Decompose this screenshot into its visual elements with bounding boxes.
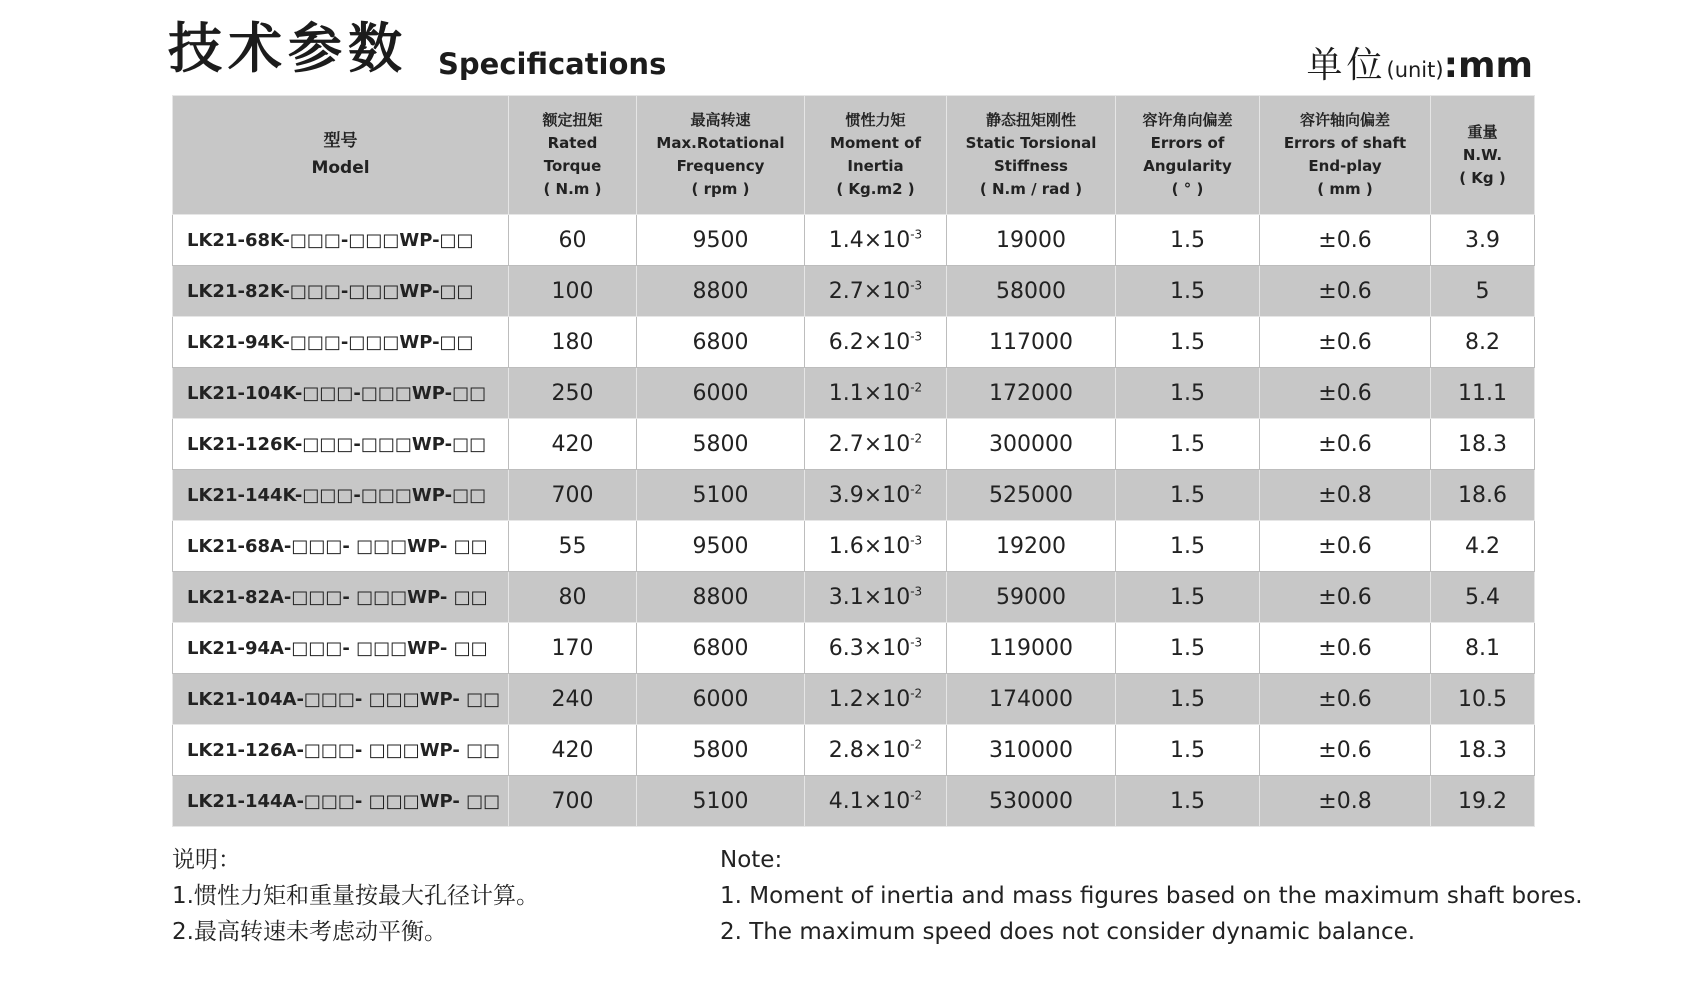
cell-endplay: ±0.6: [1260, 419, 1431, 470]
cell-angular: 1.5: [1116, 623, 1260, 674]
table-row: [173, 623, 1535, 674]
cell-weight: 8.2: [1431, 317, 1535, 368]
cell-angular: 1.5: [1116, 572, 1260, 623]
cell-torque: 170: [509, 623, 637, 674]
inertia-exponent: -3: [910, 635, 923, 650]
cell-endplay: ±0.6: [1260, 725, 1431, 776]
cell-speed: 9500: [637, 215, 805, 266]
cell-endplay: ±0.6: [1260, 317, 1431, 368]
cell-angular: 1.5: [1116, 776, 1260, 827]
cell-endplay: ±0.6: [1260, 572, 1431, 623]
cell-model: LK21-94K-□□□-□□□WP-□□: [173, 317, 509, 368]
cell-speed: 6800: [637, 317, 805, 368]
page-title-en: Specifications: [438, 47, 667, 81]
table-row: [173, 368, 1535, 419]
table-row: [173, 572, 1535, 623]
cell-inertia: $1.4\times 10^{-3}$: [805, 215, 947, 266]
cell-stiffness: 172000: [947, 368, 1116, 419]
notes-zh-line: 1.惯性力矩和重量按最大孔径计算。: [172, 883, 539, 909]
cell-model: LK21-144K-□□□-□□□WP-□□: [173, 470, 509, 521]
table-row: [173, 521, 1535, 572]
cell-speed: 6000: [637, 368, 805, 419]
cell-stiffness: 310000: [947, 725, 1116, 776]
cell-speed: 5800: [637, 419, 805, 470]
cell-torque: 55: [509, 521, 637, 572]
header-max-speed: 最高转速 Max.Rotational Frequency ( rpm ): [637, 96, 805, 215]
notes-zh: [172, 842, 539, 950]
table-row: [173, 674, 1535, 725]
table-row: [173, 419, 1535, 470]
cell-inertia: $6.2\times 10^{-3}$: [805, 317, 947, 368]
cell-torque: 250: [509, 368, 637, 419]
cell-endplay: ±0.8: [1260, 776, 1431, 827]
cell-endplay: ±0.6: [1260, 623, 1431, 674]
cell-inertia: $3.9\times 10^{-2}$: [805, 470, 947, 521]
cell-stiffness: 174000: [947, 674, 1116, 725]
cell-model: LK21-68K-□□□-□□□WP-□□: [173, 215, 509, 266]
notes-en: [720, 842, 1583, 950]
cell-torque: 180: [509, 317, 637, 368]
inertia-exponent: -3: [910, 533, 923, 548]
cell-torque: 60: [509, 215, 637, 266]
cell-angular: 1.5: [1116, 725, 1260, 776]
notes-en-line: 1. Moment of inertia and mass figures based on the maximum shaft bores.: [720, 883, 1583, 909]
cell-angular: 1.5: [1116, 368, 1260, 419]
inertia-exponent: -3: [910, 329, 923, 344]
cell-torque: 420: [509, 725, 637, 776]
cell-endplay: ±0.6: [1260, 266, 1431, 317]
table-row: [173, 317, 1535, 368]
cell-weight: 18.6: [1431, 470, 1535, 521]
cell-angular: 1.5: [1116, 419, 1260, 470]
table-header-row: [173, 96, 1535, 215]
unit-label: [1306, 45, 1533, 86]
notes-zh-heading: 说明：: [172, 847, 241, 873]
cell-angular: 1.5: [1116, 215, 1260, 266]
cell-weight: 4.2: [1431, 521, 1535, 572]
inertia-exponent: -3: [910, 227, 923, 242]
cell-endplay: ±0.8: [1260, 470, 1431, 521]
notes-zh-line: 2.最高转速未考虑动平衡。: [172, 919, 447, 945]
cell-endplay: ±0.6: [1260, 674, 1431, 725]
table-row: [173, 776, 1535, 827]
notes-en-heading: Note:: [720, 847, 783, 873]
cell-stiffness: 19000: [947, 215, 1116, 266]
cell-angular: 1.5: [1116, 317, 1260, 368]
unit-label-paren: (unit): [1386, 58, 1444, 82]
table-row: [173, 725, 1535, 776]
cell-speed: 6000: [637, 674, 805, 725]
cell-inertia: $1.1\times 10^{-2}$: [805, 368, 947, 419]
inertia-exponent: -2: [910, 380, 923, 395]
spec-table: [172, 95, 1535, 827]
inertia-exponent: -2: [910, 686, 923, 701]
cell-inertia: $4.1\times 10^{-2}$: [805, 776, 947, 827]
table-row: [173, 266, 1535, 317]
cell-model: LK21-82A-□□□- □□□WP- □□: [173, 572, 509, 623]
cell-inertia: $1.6\times 10^{-3}$: [805, 521, 947, 572]
header-moment-of-inertia: 惯性力矩 Moment of Inertia ( Kg.m2 ): [805, 96, 947, 215]
cell-speed: 5100: [637, 776, 805, 827]
cell-stiffness: 59000: [947, 572, 1116, 623]
cell-speed: 5800: [637, 725, 805, 776]
cell-weight: 3.9: [1431, 215, 1535, 266]
cell-angular: 1.5: [1116, 470, 1260, 521]
notes-en-line: 2. The maximum speed does not consider dynamic balance.: [720, 919, 1416, 945]
inertia-exponent: -2: [910, 737, 923, 752]
page-title-zh: 技术参数: [168, 17, 408, 80]
cell-model: LK21-104K-□□□-□□□WP-□□: [173, 368, 509, 419]
cell-model: LK21-144A-□□□- □□□WP- □□: [173, 776, 509, 827]
cell-weight: 11.1: [1431, 368, 1535, 419]
cell-torque: 700: [509, 776, 637, 827]
inertia-exponent: -2: [910, 482, 923, 497]
cell-inertia: $2.7\times 10^{-2}$: [805, 419, 947, 470]
cell-model: LK21-126A-□□□- □□□WP- □□: [173, 725, 509, 776]
cell-angular: 1.5: [1116, 521, 1260, 572]
cell-stiffness: 58000: [947, 266, 1116, 317]
cell-stiffness: 119000: [947, 623, 1116, 674]
cell-inertia: $6.3\times 10^{-3}$: [805, 623, 947, 674]
cell-angular: 1.5: [1116, 674, 1260, 725]
cell-model: LK21-82K-□□□-□□□WP-□□: [173, 266, 509, 317]
header-rated-torque: 额定扭矩 Rated Torque ( N.m ): [509, 96, 637, 215]
cell-weight: 10.5: [1431, 674, 1535, 725]
cell-inertia: $2.8\times 10^{-2}$: [805, 725, 947, 776]
cell-weight: 19.2: [1431, 776, 1535, 827]
cell-endplay: ±0.6: [1260, 215, 1431, 266]
cell-model: LK21-68A-□□□- □□□WP- □□: [173, 521, 509, 572]
header-weight: 重量 N.W. ( Kg ): [1431, 96, 1535, 215]
cell-speed: 8800: [637, 266, 805, 317]
cell-angular: 1.5: [1116, 266, 1260, 317]
inertia-exponent: -3: [910, 584, 923, 599]
cell-inertia: $1.2\times 10^{-2}$: [805, 674, 947, 725]
header-endplay-error: 容许轴向偏差 Errors of shaft End-play ( mm ): [1260, 96, 1431, 215]
header-model: 型号 Model: [173, 96, 509, 215]
unit-label-zh: 单位: [1306, 45, 1387, 86]
cell-speed: 9500: [637, 521, 805, 572]
cell-torque: 420: [509, 419, 637, 470]
cell-torque: 80: [509, 572, 637, 623]
cell-torque: 240: [509, 674, 637, 725]
cell-inertia: $3.1\times 10^{-3}$: [805, 572, 947, 623]
cell-stiffness: 530000: [947, 776, 1116, 827]
cell-inertia: $2.7\times 10^{-3}$: [805, 266, 947, 317]
table-row: [173, 215, 1535, 266]
cell-stiffness: 19200: [947, 521, 1116, 572]
cell-weight: 8.1: [1431, 623, 1535, 674]
cell-speed: 5100: [637, 470, 805, 521]
cell-stiffness: 117000: [947, 317, 1116, 368]
header-angular-error: 容许角向偏差 Errors of Angularity ( ° ): [1116, 96, 1260, 215]
cell-torque: 700: [509, 470, 637, 521]
cell-weight: 5.4: [1431, 572, 1535, 623]
inertia-exponent: -2: [910, 788, 923, 803]
cell-weight: 5: [1431, 266, 1535, 317]
cell-speed: 8800: [637, 572, 805, 623]
cell-weight: 18.3: [1431, 725, 1535, 776]
cell-speed: 6800: [637, 623, 805, 674]
cell-endplay: ±0.6: [1260, 521, 1431, 572]
cell-endplay: ±0.6: [1260, 368, 1431, 419]
inertia-exponent: -2: [910, 431, 923, 446]
cell-stiffness: 525000: [947, 470, 1116, 521]
inertia-exponent: -3: [910, 278, 923, 293]
table-row: [173, 470, 1535, 521]
cell-model: LK21-126K-□□□-□□□WP-□□: [173, 419, 509, 470]
cell-torque: 100: [509, 266, 637, 317]
header-static-torsional-stiffness: 静态扭矩刚性 Static Torsional Stiffness ( N.m / rad ): [947, 96, 1116, 215]
cell-stiffness: 300000: [947, 419, 1116, 470]
unit-value: :mm: [1443, 45, 1533, 86]
cell-model: LK21-94A-□□□- □□□WP- □□: [173, 623, 509, 674]
cell-weight: 18.3: [1431, 419, 1535, 470]
cell-model: LK21-104A-□□□- □□□WP- □□: [173, 674, 509, 725]
